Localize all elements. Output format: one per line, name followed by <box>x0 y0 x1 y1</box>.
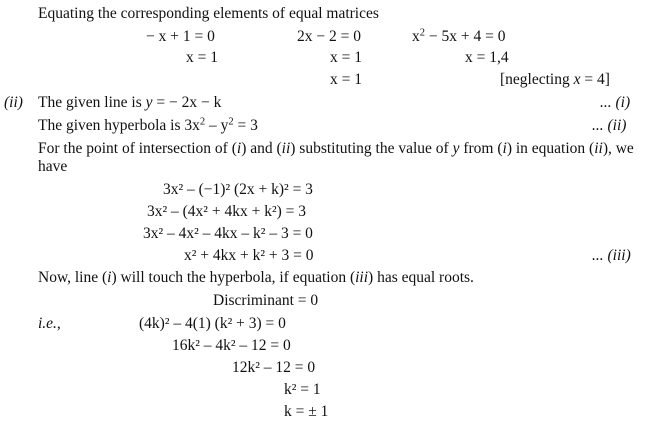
equation-ref-i: ... (i) <box>600 94 631 111</box>
intro-text: Equating the corresponding elements of equal matrices <box>38 5 379 22</box>
disc-step-4: k² = 1 <box>284 381 321 398</box>
disc-step-2: 16k² – 4k² – 12 = 0 <box>172 337 291 354</box>
disc-step-3: 12k² – 12 = 0 <box>232 359 316 376</box>
step-3: 3x² – 4x² – 4kx – k² – 3 = 0 <box>143 225 313 242</box>
eq-col1-row1: − x + 1 = 0 <box>146 28 215 45</box>
eq-col1-row2: x = 1 <box>186 49 218 66</box>
disc-step-5: k = ± 1 <box>284 403 329 420</box>
given-line: The given line is y = − 2x − k <box>38 94 222 111</box>
neglecting-note: [neglecting x = 4] <box>500 71 610 88</box>
touch-condition: Now, line (i) will touch the hyperbola, if equation (iii) has equal roots. <box>38 269 474 286</box>
equation-ref-iii: ... (iii) <box>592 247 631 264</box>
eq-col2-row2: x = 1 <box>330 49 362 66</box>
eq-col2-row1: 2x − 2 = 0 <box>297 28 361 45</box>
eq-col3-row1: $x^2 - 5x + 4 = 0$ <box>412 27 506 45</box>
eq-col2-row3: x = 1 <box>330 71 362 88</box>
step-2: 3x² – (4x² + 4kx + k²) = 3 <box>147 203 306 220</box>
ie-label: i.e., <box>38 315 61 332</box>
equation-ref-ii: ... (ii) <box>592 117 627 134</box>
step-1: 3x² – (−1)² (2x + k)² = 3 <box>163 181 313 198</box>
eq-col3-row2: x = 1,4 <box>465 49 509 66</box>
intersection-paragraph: For the point of intersection of (i) and (ii) substituting the value of y from (i) in equation (ii), we <box>38 140 634 157</box>
discriminant-line: Discriminant = 0 <box>213 292 319 309</box>
disc-step-1: (4k)² – 4(1) (k² + 3) = 0 <box>139 315 286 332</box>
intersection-paragraph-cont: have <box>38 158 68 175</box>
step-4: x² + 4kx + k² + 3 = 0 <box>184 247 314 264</box>
given-hyperbola: The given hyperbola is $3x^2 - y^2 = 3$ <box>38 116 258 134</box>
part-label: (ii) <box>4 94 23 111</box>
